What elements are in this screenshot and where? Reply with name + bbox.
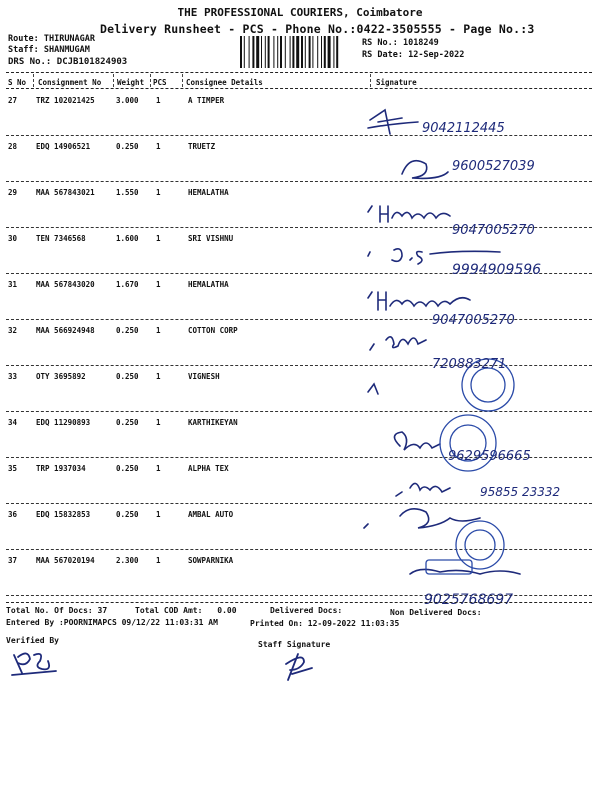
row-sno: 35 xyxy=(8,464,18,473)
row-pcs: 1 xyxy=(156,142,161,151)
route-value: THIRUNAGAR xyxy=(43,34,96,44)
row-weight: 0.250 xyxy=(116,510,139,519)
row-consignee: HEMALATHA xyxy=(188,188,229,197)
row-sno: 37 xyxy=(8,556,18,565)
col-divider xyxy=(370,74,371,87)
col-weight: Weight xyxy=(117,78,145,87)
delivered-docs-label: Delivered Docs: xyxy=(270,606,343,615)
row-weight: 0.250 xyxy=(116,418,139,427)
row-pcs: 1 xyxy=(156,326,161,335)
barcode xyxy=(239,36,355,68)
row-weight: 1.600 xyxy=(116,234,139,243)
row-consignee: VIGNESH xyxy=(188,372,220,381)
runsheet-title: Delivery Runsheet - PCS - Phone No.:0422-3505555 - Page No.:3 xyxy=(100,22,535,36)
col-consignee: Consignee Details xyxy=(186,78,263,87)
row-consignment: TRP 1937034 xyxy=(36,464,86,473)
row-consignee: SRI VISHNU xyxy=(188,234,234,243)
row-consignment: OTY 3695892 xyxy=(36,372,86,381)
table-row xyxy=(0,320,600,366)
col-consignment: Consignment No xyxy=(38,78,102,87)
phone-27: 9042112445 xyxy=(422,121,505,136)
table-row xyxy=(0,136,600,182)
verifier-signature xyxy=(8,645,68,681)
row-consignee: KARTHIKEYAN xyxy=(188,418,238,427)
row-sno: 34 xyxy=(8,418,18,427)
row-consignment: MAA 567843020 xyxy=(36,280,95,289)
row-consignee: A TIMPER xyxy=(188,96,225,105)
total-docs-label: Total No. Of Docs: xyxy=(6,606,93,615)
phone-35: 9629596665 xyxy=(448,449,531,464)
table-row xyxy=(0,458,600,504)
staff-signature-mark xyxy=(278,648,318,686)
row-sno: 31 xyxy=(8,280,18,289)
col-divider xyxy=(33,74,34,87)
rs-date-line xyxy=(362,50,464,60)
non-delivered-docs-label: Non Delivered Docs: xyxy=(390,608,482,617)
row-consignee: ALPHA TEX xyxy=(188,464,229,473)
row-pcs: 1 xyxy=(156,418,161,427)
row-pcs: 1 xyxy=(156,372,161,381)
row-sno: 27 xyxy=(8,96,18,105)
phone-37: 9025768697 xyxy=(424,592,514,608)
table-row xyxy=(0,274,600,320)
entered-by: Entered By :POORNIMAPCS 09/12/22 11:03:31 AM xyxy=(6,618,218,627)
row-consignee: SOWPARNIKA xyxy=(188,556,234,565)
row-consignment: MAA 566924948 xyxy=(36,326,95,335)
col-divider xyxy=(150,74,151,87)
header-rule-bottom xyxy=(6,88,592,89)
row-consignment: TRZ 102021425 xyxy=(36,96,95,105)
total-docs xyxy=(6,606,107,615)
row-weight: 1.550 xyxy=(116,188,139,197)
staff-label: Staff: xyxy=(8,45,39,55)
staff-value: SHANMUGAM xyxy=(43,45,90,55)
phone-29: 9047005270 xyxy=(452,223,535,238)
route-label: Route: xyxy=(8,34,39,44)
verified-by-label: Verified By xyxy=(6,636,59,645)
row-pcs: 1 xyxy=(156,280,161,289)
phone-28: 9600527039 xyxy=(452,159,535,174)
phone-35b: 95855 23332 xyxy=(480,485,561,499)
col-divider xyxy=(182,74,183,87)
row-weight: 0.250 xyxy=(116,464,139,473)
route-line xyxy=(8,34,95,44)
row-pcs: 1 xyxy=(156,234,161,243)
staff-signature-label: Staff Signature xyxy=(258,640,331,649)
row-weight: 2.300 xyxy=(116,556,139,565)
table-row xyxy=(0,412,600,458)
total-cod-value: 0.00 xyxy=(217,606,237,615)
row-divider xyxy=(6,595,592,596)
company-title: THE PROFESSIONAL COURIERS, Coimbatore xyxy=(177,6,423,19)
row-weight: 1.670 xyxy=(116,280,139,289)
row-pcs: 1 xyxy=(156,464,161,473)
phone-32: 720883271 xyxy=(432,357,507,372)
row-weight: 0.250 xyxy=(116,372,139,381)
row-consignment: MAA 567843021 xyxy=(36,188,95,197)
row-consignment: EDQ 15832853 xyxy=(36,510,91,519)
table-row xyxy=(0,366,600,412)
rs-no-value: 1018249 xyxy=(402,38,439,48)
row-sno: 29 xyxy=(8,188,18,197)
rs-date-value: 12-Sep-2022 xyxy=(408,50,465,60)
drs-value: DCJB101824903 xyxy=(56,57,128,67)
table-row xyxy=(0,504,600,550)
printed-on: Printed On: 12-09-2022 11:03:35 xyxy=(250,619,400,628)
rs-no-line xyxy=(362,38,439,48)
row-weight: 0.250 xyxy=(116,142,139,151)
row-sno: 32 xyxy=(8,326,18,335)
table-row xyxy=(0,182,600,228)
row-consignee: TRUETZ xyxy=(188,142,216,151)
col-signature: Signature xyxy=(376,78,417,87)
col-divider xyxy=(113,74,114,87)
row-consignee: AMBAL AUTO xyxy=(188,510,234,519)
row-consignment: EDQ 11290893 xyxy=(36,418,91,427)
table-row xyxy=(0,550,600,596)
row-pcs: 1 xyxy=(156,556,161,565)
row-weight: 0.250 xyxy=(116,326,139,335)
drs-label: DRS No.: xyxy=(8,57,52,67)
row-weight: 3.000 xyxy=(116,96,139,105)
row-sno: 33 xyxy=(8,372,18,381)
drs-line xyxy=(8,57,127,67)
row-sno: 28 xyxy=(8,142,18,151)
row-sno: 36 xyxy=(8,510,18,519)
rs-no-label: RS No.: xyxy=(362,38,398,48)
row-consignment: TEN 7346568 xyxy=(36,234,86,243)
col-sno: S No xyxy=(8,78,27,87)
row-consignment: MAA 567020194 xyxy=(36,556,95,565)
row-sno: 30 xyxy=(8,234,18,243)
total-docs-value: 37 xyxy=(97,606,108,615)
phone-31: 9047005270 xyxy=(432,313,515,328)
col-pcs: PCS xyxy=(153,78,167,87)
table-row xyxy=(0,90,600,136)
row-pcs: 1 xyxy=(156,510,161,519)
table-row xyxy=(0,228,600,274)
header-rule-top xyxy=(6,72,592,73)
row-consignment: EDQ 14906521 xyxy=(36,142,91,151)
total-cod-label: Total COD Amt: xyxy=(135,606,203,615)
row-pcs: 1 xyxy=(156,96,161,105)
phone-30: 9994909596 xyxy=(452,262,542,278)
row-consignee: COTTON CORP xyxy=(188,326,238,335)
total-cod xyxy=(135,606,237,615)
row-consignee: HEMALATHA xyxy=(188,280,229,289)
staff-line xyxy=(8,45,90,55)
rs-date-label: RS Date: xyxy=(362,50,403,60)
footer-rule xyxy=(6,602,592,603)
row-pcs: 1 xyxy=(156,188,161,197)
